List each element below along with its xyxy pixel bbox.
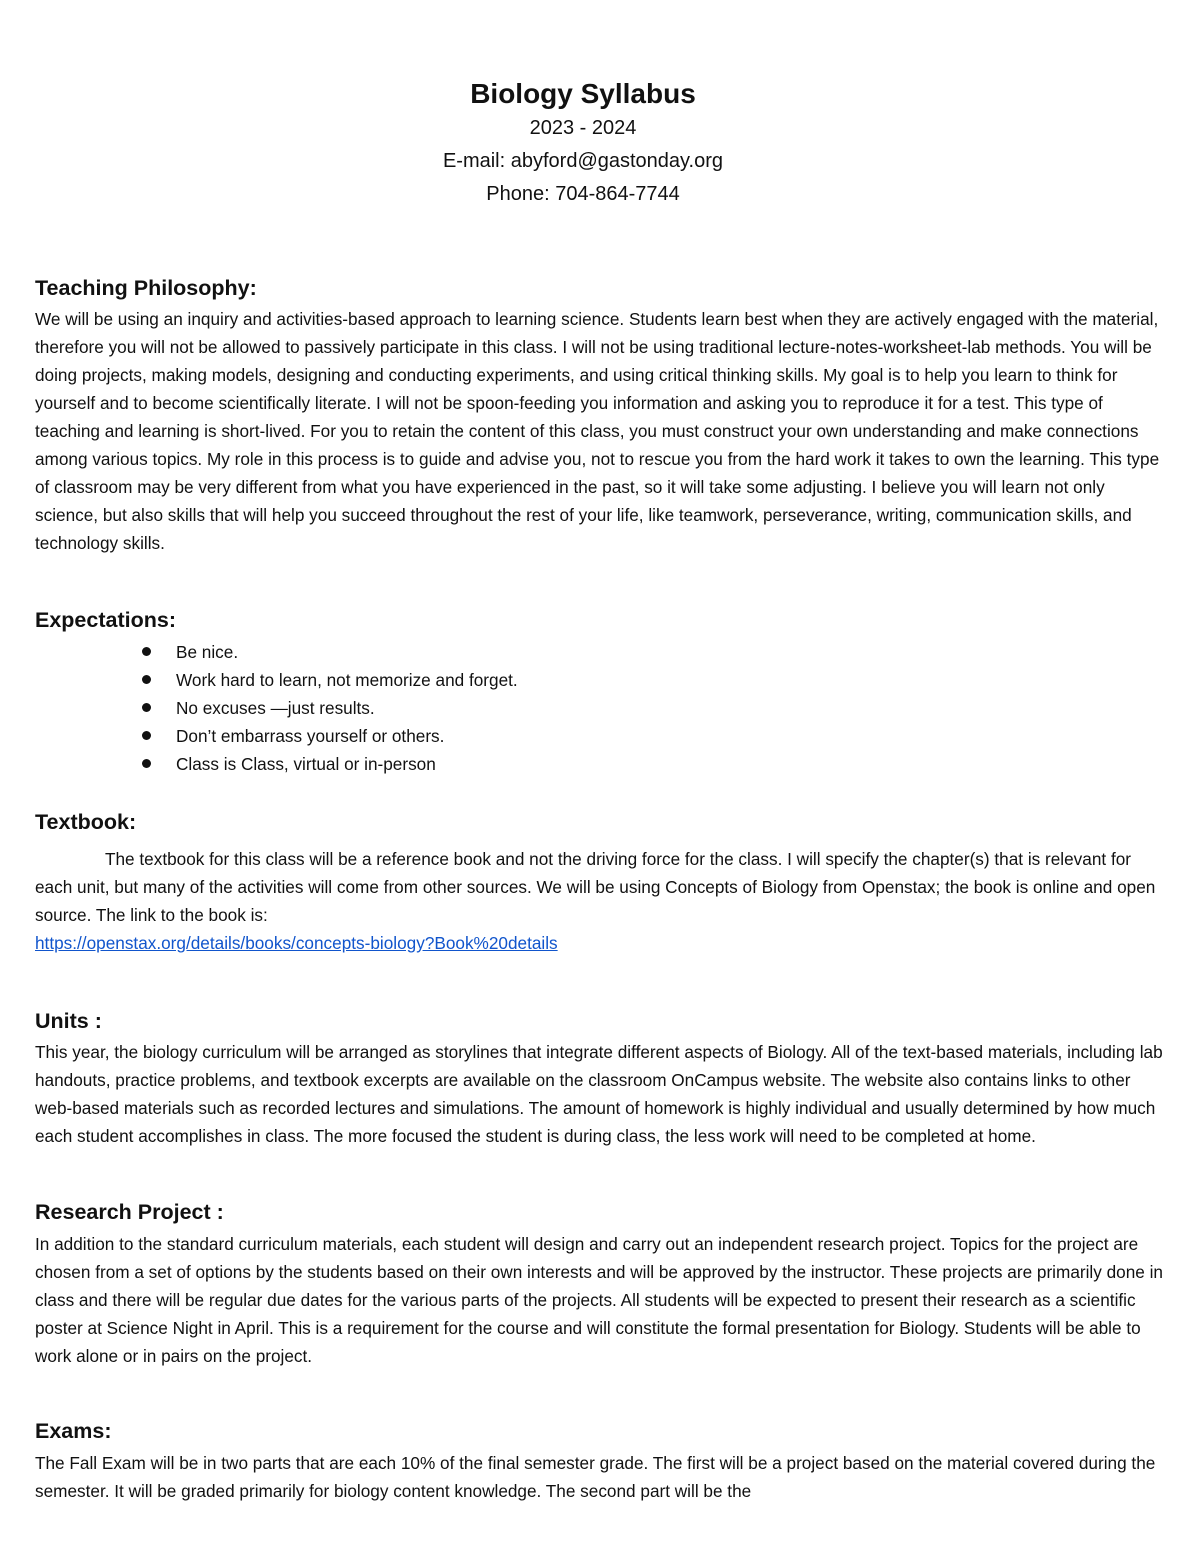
exams-heading: Exams: <box>35 1419 112 1443</box>
bullet-icon <box>142 731 151 740</box>
expectation-item <box>140 694 518 722</box>
research-project-text: In addition to the standard curriculum materials, each student will design and carry out an independent research project. Topics for the project are chosen from a set of options by the students based on their own interests and will be approved by the instructor. These projects are primarily done in class and there will be regular due dates for the various parts of the projects. All students will be expected to present their research as a scientific poster at Science Night in April. This is a requirement for the course and will constitute the formal presentation for Biology. Students will be able to work alone or in pairs on the project. <box>35 1234 1163 1366</box>
expectations-heading: Expectations: <box>35 608 176 632</box>
teaching-philosophy-heading: Teaching Philosophy: <box>35 276 257 300</box>
expectation-text: No excuses —just results. <box>176 698 375 718</box>
expectation-text: Work hard to learn, not memorize and forget. <box>176 670 518 690</box>
units-text: This year, the biology curriculum will be arranged as storylines that integrate different aspects of Biology. All of the text-based materials, including lab handouts, practice problems, and textbook excerpts are available on the classroom OnCampus website. The website also contains links to other web-based materials such as recorded lectures and simulations. The amount of homework is highly individual and usually determined by how much each student accomplishes in class. The more focused the student is during class, the less work will need to be completed at home. <box>35 1042 1163 1146</box>
bullet-icon <box>142 703 151 712</box>
document-header <box>0 76 1166 211</box>
contact-email: E-mail: abyford@gastonday.org <box>442 150 724 172</box>
contact-phone: Phone: 704-864-7744 <box>486 183 680 205</box>
expectation-text: Class is Class, virtual or in-person <box>176 754 436 774</box>
textbook-text: The textbook for this class will be a reference book and not the driving force for the class. I will specify the chapter(s) that is relevant for each unit, but many of the activities will come from other sources. We will be using Concepts of Biology from Openstax; the book is online and open source. The link to the book is: <box>35 849 1156 925</box>
expectations-list <box>140 638 518 778</box>
textbook-link[interactable]: https://openstax.org/details/books/concepts-biology?Book%20details <box>35 933 558 953</box>
bullet-icon <box>142 647 151 656</box>
expectation-item <box>140 638 518 666</box>
expectation-item <box>140 666 518 694</box>
expectation-item <box>140 722 518 750</box>
expectation-text: Be nice. <box>176 642 239 662</box>
document-title: Biology Syllabus <box>470 78 696 109</box>
textbook-heading: Textbook: <box>35 810 137 834</box>
bullet-icon <box>142 759 151 768</box>
research-project-heading: Research Project : <box>35 1200 224 1224</box>
teaching-philosophy-text: We will be using an inquiry and activities-based approach to learning science. Students learn best when they are actively engaged with the material, therefore you will not be allowed to passively participate in this class. I will not be using traditional lecture-notes-worksheet-lab methods. You will be doing projects, making models, designing and conducting experiments, and using critical thinking skills. My goal is to help you learn to think for yourself and to become scientifically literate. I will not be spoon-feeding you information and asking you to reproduce it for a test. This type of teaching and learning is short-lived. For you to retain the content of this class, you must construct your own understanding and make connections among various topics. My role in this process is to guide and advise you, not to rescue you from the hard work it takes to own the learning. This type of classroom may be very different from what you have experienced in the past, so it will take some adjusting. I believe you will learn not only science, but also skills that will help you succeed throughout the rest of your life, like teamwork, perseverance, writing, communication skills, and technology skills. <box>35 309 1160 553</box>
bullet-icon <box>142 675 151 684</box>
expectation-text: Don’t embarrass yourself or others. <box>176 726 445 746</box>
textbook-paragraph <box>35 845 1170 957</box>
exams-text: The Fall Exam will be in two parts that are each 10% of the final semester grade. The first will be a project based on the material covered during the semester. It will be graded primarily for biology content knowledge. The second part will be the <box>35 1453 1156 1501</box>
school-year: 2023 - 2024 <box>529 117 637 139</box>
units-heading: Units : <box>35 1009 102 1033</box>
expectation-item <box>140 750 518 778</box>
